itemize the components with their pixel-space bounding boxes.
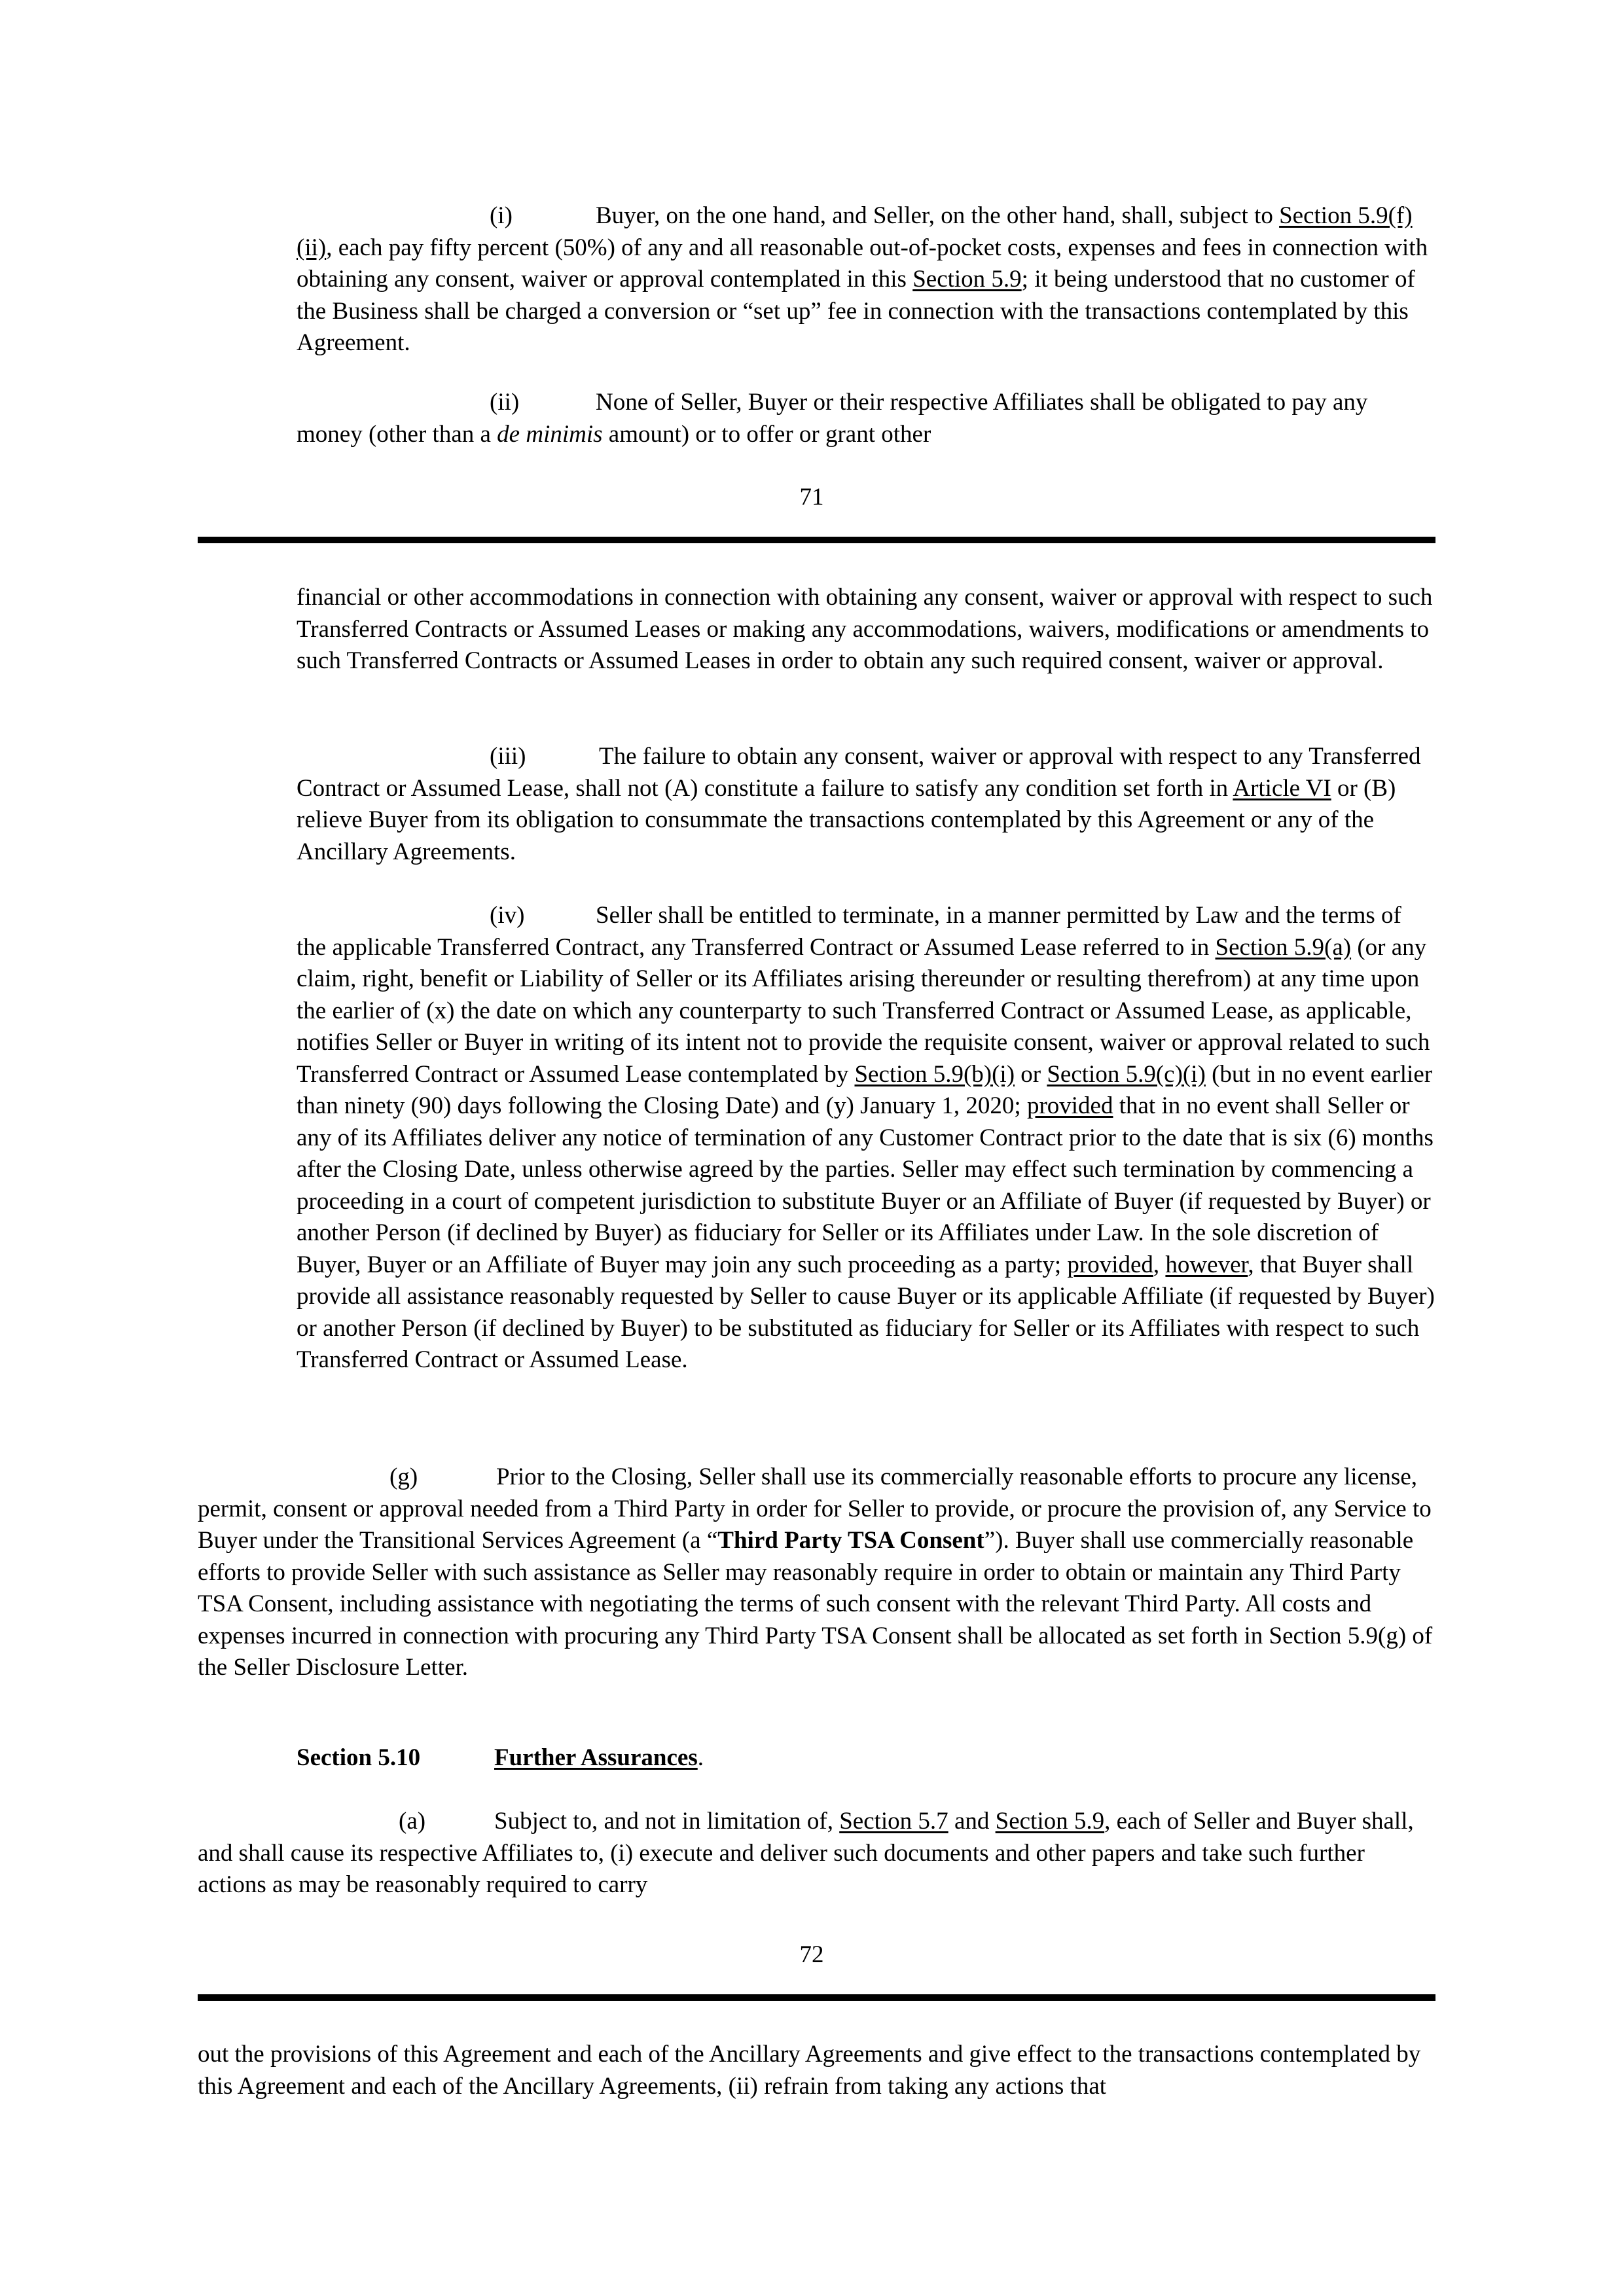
item-iv-text-6: , that Buyer shall provide all assistance reasonably requested by Seller to cause Buyer or its applicable Affiliate (if requested by Buyer) or another Person (if declined by Buyer) to be substituted as fiduciary for Seller or its Affiliates with respect to such Transferred Contract or Assumed Lease. [297,1251,1435,1373]
item-ii-italic: de minimis [497,420,603,448]
provided-term-1: provided [1026,1092,1113,1119]
item-i-text-3: ; it being understood that no customer of the Business shall be charged a conversion or “set up” fee in connection with the transactions contemplated by this Agreement. [297,266,1415,356]
page-73-fragment [0,2039,1624,2117]
section-heading-5-10 [297,1742,704,1774]
item-iv-text-1: Seller shall be entitled to terminate, in a manner permitted by Law and the terms of the applicable Transferred Contract, any Transferred Contract or Assumed Lease referred to in [297,902,1401,961]
paragraph-item-iv [297,900,1435,1376]
item-iii-text-1: The failure to obtain any consent, waiver or approval with respect to any Transferred Contract or Assumed Lease, shall not (A) constitute a failure to satisfy any condition set forth in [297,743,1421,802]
item-g-label: (g) [389,1463,418,1490]
however-term: however [1165,1251,1248,1278]
section-ref-5-9[interactable]: Section 5.9 [912,266,1022,293]
item-a-text-2: and [948,1808,996,1835]
item-iv-text-3: or [1015,1060,1047,1088]
section-ref-5-9-a-para[interactable]: Section 5.9 [995,1808,1105,1835]
section-title: Further Assurances [494,1744,698,1771]
item-i-body [297,200,1435,359]
article-ref-vi[interactable]: Article VI [1233,774,1331,802]
section-ref-5-7[interactable]: Section 5.7 [839,1808,948,1835]
item-g-text-1: Prior to the Closing, Seller shall use its commercially reasonable efforts to procure any license, permit, consent or approval needed from a Third Party in order for Seller to provide, or procure the provision of, any Service to Buyer under the Transitional Services Agreement (a “ [198,1463,1432,1554]
section-ref-5-9-b-i[interactable]: Section 5.9(b)(i) [854,1060,1015,1088]
item-i-label: (i) [490,202,513,229]
paragraph-item-g [198,1462,1435,1684]
section-ref-5-9-c-i[interactable]: Section 5.9(c)(i) [1047,1060,1206,1088]
item-a-label: (a) [399,1808,426,1835]
item-g-defined-term: Third Party TSA Consent [717,1527,984,1554]
paragraph-item-i [297,200,1435,359]
paragraph-item-iii [297,741,1435,868]
paragraph-continuation-73: out the provisions of this Agreement and each of the Ancillary Agreements and give effect to the transactions contemplated by this Agreement and each of the Ancillary Agreements, (ii) refrain from taking any actions that [198,2041,1421,2100]
paragraph-continuation: financial or other accommodations in connection with obtaining any consent, waiver or approval with respect to such Transferred Contracts or Assumed Leases or making any accommodations, waivers, modifications or amendments to such Transferred Contracts or Assumed Leases in order to obtain any such required consent, waiver or approval. [297,584,1433,674]
item-iv-label: (iv) [490,902,525,929]
section-ref-5-9-f-ii[interactable]: Section 5.9(f)(ii) [297,202,1413,261]
item-iv-body [297,900,1435,1376]
paragraph-item-ii [297,387,1435,450]
item-iv-text-2: (or any claim, right, benefit or Liability of Seller or its Affiliates arising thereunder or resulting therefrom) at any time upon the earlier of (x) the date on which any counterparty to such Transferred Contract or Assumed Lease, as applicable, notifies Seller or Buyer in writing of its intent not to provide the requisite consent, waiver or approval related to such Transferred Contract or Assumed Lease contemplated by [297,933,1430,1088]
section-ref-5-9-a[interactable]: Section 5.9(a) [1215,933,1352,961]
item-g-text-2: ”). Buyer shall use commercially reasonable efforts to provide Seller with such assistance as Seller may reasonably require in order to obtain or maintain any Third Party TSA Consent, including assistance with negotiating the terms of such consent with the relevant Third Party. All costs and expenses incurred in connection with procuring any Third Party TSA Consent shall be allocated as set forth in Section 5.9(g) of the Seller Disclosure Letter. [198,1527,1433,1681]
item-a-body [198,1806,1435,1901]
page-separator-rule-2 [198,1994,1435,2001]
item-iii-label: (iii) [490,743,526,770]
page-72 [0,582,1624,1898]
item-ii-text-2: amount) or to offer or grant other [602,420,931,448]
page-number-71: 71 [799,484,824,511]
item-iv-text-5: that in no event shall Seller or any of its Affiliates deliver any notice of termination of any Customer Contract prior to the date that is six (6) months after the Closing Date, unless otherwise agreed by the parties. Seller may effect such termination by commencing a proceeding in a court of competent jurisdiction to substitute Buyer or an Affiliate of Buyer (if requested by Buyer) or another Person (if declined by Buyer) as fiduciary for Seller or its Affiliates under Law. In the sole discretion of Buyer, Buyer or an Affiliate of Buyer may join any such proceeding as a party; [297,1092,1434,1278]
item-ii-body [297,387,1435,450]
item-iii-body [297,741,1435,868]
page-number-72: 72 [799,1941,824,1968]
paragraph-item-a [198,1806,1435,1901]
section-number: Section 5.10 [297,1744,421,1771]
item-a-text-3: , each of Seller and Buyer shall, and shall cause its respective Affiliates to, (i) execute and deliver such documents and other papers and take such further actions as may be reasonably required to carry [198,1808,1414,1898]
item-g-body [198,1462,1435,1684]
item-iv-comma: , [1153,1251,1166,1278]
item-ii-text-1: None of Seller, Buyer or their respective Affiliates shall be obligated to pay any money (other than a [297,389,1368,448]
item-ii-label: (ii) [490,389,520,416]
section-title-period: . [697,1744,704,1771]
item-a-text-1: Subject to, and not in limitation of, [494,1808,840,1835]
item-iii-text-2: or (B) relieve Buyer from its obligation to consummate the transactions contemplated by this Agreement or any of the Ancillary Agreements. [297,774,1396,865]
item-i-text-1: Buyer, on the one hand, and Seller, on the other hand, shall, subject to [596,202,1273,229]
page-71-fragment [0,200,1624,462]
provided-term-2: provided [1067,1251,1153,1278]
page-separator-rule [198,537,1435,543]
item-i-text-2: , each pay fifty percent (50%) of any and all reasonable out-of-pocket costs, expenses and fees in connection with obtaining any consent, waiver or approval contemplated in this [297,234,1428,293]
item-iv-text-4: (but in no event earlier than ninety (90) days following the Closing Date) and (y) January 1, 2020; [297,1060,1433,1119]
